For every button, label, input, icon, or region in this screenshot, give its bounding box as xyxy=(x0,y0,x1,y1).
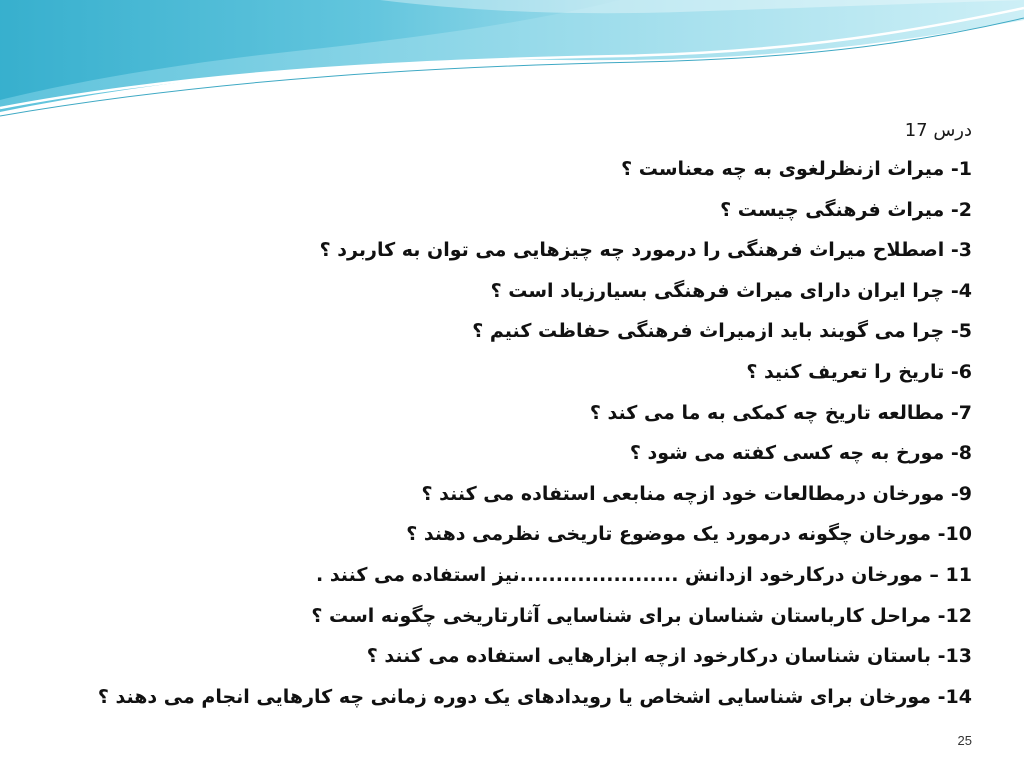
header-wave-decoration xyxy=(0,0,1024,120)
question-2: 2- میراث فرهنگی چیست ؟ xyxy=(720,198,972,221)
question-5: 5- چرا می گویند باید ازمیراث فرهنگی حفاظت کنیم ؟ xyxy=(472,320,972,343)
question-10: 10- مورخان چگونه درمورد یک موضوع تاریخی نظرمی دهند ؟ xyxy=(406,523,972,546)
question-9: 9- مورخان درمطالعات خود ازچه منابعی استفاده می کنند ؟ xyxy=(421,482,972,505)
question-3: 3- اصطلاح میراث فرهنگی را درمورد چه چیزهایی می توان به کاربرد ؟ xyxy=(319,239,972,262)
question-12: 12- مراحل کارباستان شناسان برای شناسایی آثارتاریخی چگونه است ؟ xyxy=(311,604,972,627)
page-number: 25 xyxy=(957,733,972,748)
question-14: 14- مورخان برای شناسایی اشخاص یا رویدادهای یک دوره زمانی چه کارهایی انجام می دهند ؟ xyxy=(97,685,972,708)
question-11: 11 – مورخان درکارخود ازدانش ......................نیز استفاده می کنند . xyxy=(316,563,972,586)
question-6: 6- تاریخ را تعریف کنید ؟ xyxy=(746,360,972,383)
question-13: 13- باستان شناسان درکارخود ازچه ابزارهایی استفاده می کنند ؟ xyxy=(366,645,972,668)
lesson-title: درس 17 xyxy=(904,120,972,141)
question-7: 7- مطالعه تاریخ چه کمکی به ما می کند ؟ xyxy=(589,401,972,424)
question-4: 4- چرا ایران دارای میراث فرهنگی بسیارزیاد است ؟ xyxy=(490,279,972,302)
question-1: 1- میراث ازنظرلغوی به چه معناست ؟ xyxy=(621,158,972,180)
question-8: 8- مورخ به چه کسی کفته می شود ؟ xyxy=(629,442,972,465)
slide-content xyxy=(42,113,972,717)
